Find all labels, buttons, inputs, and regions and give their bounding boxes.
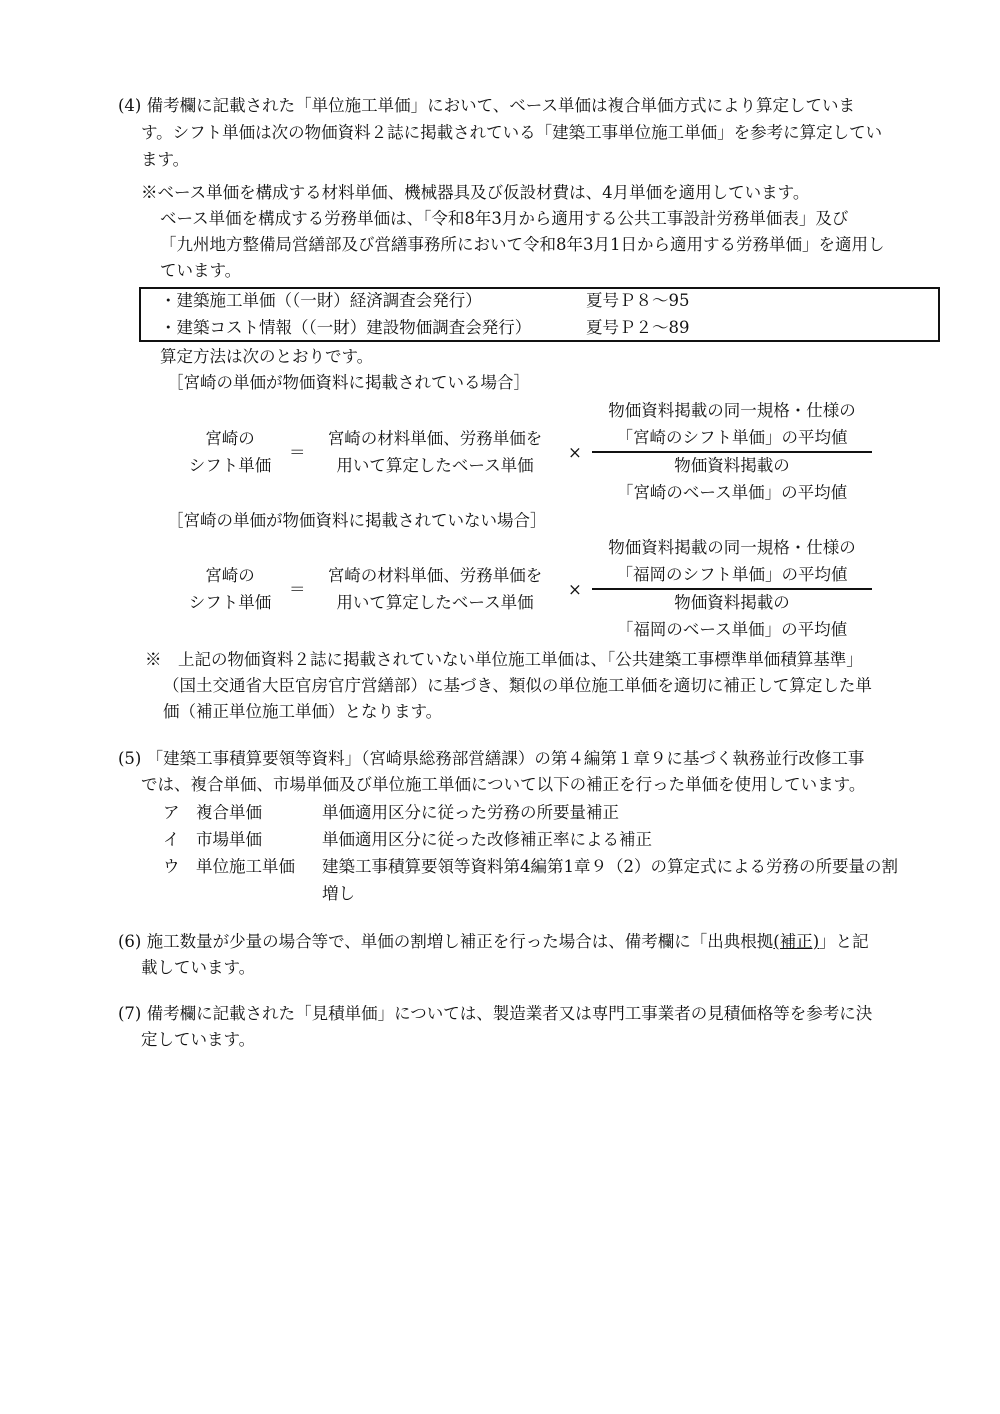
footnote-line3: 価（補正単位施工単価）となります。 bbox=[163, 702, 443, 721]
sec5-item-mark: ア bbox=[163, 803, 180, 822]
source-name: ・建築コスト情報（（一財）建設物価調査会発行） bbox=[160, 318, 532, 337]
source-ref: 夏号Ｐ８～95 bbox=[586, 291, 690, 310]
case2-heading: ［宮崎の単価が物価資料に掲載されていない場合］ bbox=[167, 511, 547, 530]
case1-denominator-line1: 物価資料掲載の bbox=[674, 456, 790, 475]
sec4-note-line1: ※ベース単価を構成する材料単価、機械器具及び仮設材費は、4月単価を適用しています。 bbox=[141, 183, 810, 202]
sec7-line1: (7) 備考欄に記載された「見積単価」については、製造業者又は専門工事業者の見積価格等を参考に決 bbox=[118, 1004, 873, 1023]
sec6-text-underlined: (補正) bbox=[773, 932, 820, 951]
sec5-item-term: 市場単価 bbox=[196, 830, 262, 849]
source-ref: 夏号Ｐ２～89 bbox=[586, 318, 690, 337]
case1-numerator-line1: 物価資料掲載の同一規格・仕様の bbox=[608, 401, 856, 420]
sec5-item-desc-cont: 増し bbox=[322, 884, 355, 903]
sec6-line1 bbox=[118, 929, 869, 955]
case2-denominator-line2: 「福岡のベース単価」の平均値 bbox=[616, 620, 848, 639]
sec6-text-post: 」と記 bbox=[819, 932, 869, 951]
case2-numerator-line1: 物価資料掲載の同一規格・仕様の bbox=[608, 538, 856, 557]
sec4-line2: す。シフト単価は次の物価資料２誌に掲載されている「建築工事単位施工単価」を参考に算定してい bbox=[141, 123, 883, 142]
case1-denominator-line2: 「宮崎のベース単価」の平均値 bbox=[616, 483, 848, 502]
case2-mid1: 宮崎の材料単価、労務単価を bbox=[327, 566, 543, 585]
sec7-line2: 定しています。 bbox=[141, 1030, 256, 1049]
case1-mid1: 宮崎の材料単価、労務単価を bbox=[327, 429, 543, 448]
case2-denominator-line1: 物価資料掲載の bbox=[674, 593, 790, 612]
case2-mid2: 用いて算定したベース単価 bbox=[336, 593, 534, 612]
sec4-note-line4: ています。 bbox=[160, 261, 242, 280]
case2-numerator-line2: 「福岡のシフト単価」の平均値 bbox=[616, 565, 848, 584]
sec6-line2: 載しています。 bbox=[141, 958, 256, 977]
sec4-line3: ます。 bbox=[141, 150, 190, 169]
sec6-text-pre: (6) 施工数量が少量の場合等で、単価の割増し補正を行った場合は、備考欄に「出典根拠 bbox=[118, 932, 774, 951]
sec4-note-line3: 「九州地方整備局営繕部及び営繕事務所において令和8年3月1日から適用する労務単価」を適用し bbox=[160, 235, 885, 254]
footnote-line2: （国土交通省大臣官房官庁営繕部）に基づき、類似の単位施工単価を適切に補正して算定した単 bbox=[163, 676, 872, 695]
sec5-item-desc: 単価適用区分に従った労務の所要量補正 bbox=[322, 803, 619, 822]
sec4-line1: (4) 備考欄に記載された「単位施工単価」において、ベース単価は複合単価方式により算定していま bbox=[118, 96, 855, 115]
case2-equals: ＝ bbox=[289, 580, 306, 599]
sec5-item-desc: 単価適用区分に従った改修補正率による補正 bbox=[322, 830, 652, 849]
case1-heading: ［宮崎の単価が物価資料に掲載されている場合］ bbox=[167, 373, 530, 392]
footnote-line1: ※ 上記の物価資料２誌に掲載されていない単位施工単価は、「公共建築工事標準単価積算基準」 bbox=[145, 650, 863, 669]
case1-mid2: 用いて算定したベース単価 bbox=[336, 456, 534, 475]
case1-left2: シフト単価 bbox=[188, 456, 272, 475]
sec4-note-line2: ベース単価を構成する労務単価は、「令和8年3月から適用する公共工事設計労務単価表」及び bbox=[160, 209, 849, 228]
sec5-item-term: 複合単価 bbox=[196, 803, 262, 822]
case1-left1: 宮崎の bbox=[205, 429, 255, 448]
method-intro: 算定方法は次のとおりです。 bbox=[160, 347, 374, 366]
case2-left2: シフト単価 bbox=[188, 593, 272, 612]
case1-times: × bbox=[568, 443, 582, 462]
case1-equals: ＝ bbox=[289, 443, 306, 462]
case2-times: × bbox=[568, 580, 582, 599]
case2-left1: 宮崎の bbox=[205, 566, 255, 585]
sec5-line2: では、複合単価、市場単価及び単位施工単価について以下の補正を行った単価を使用しています。 bbox=[141, 775, 866, 794]
case1-numerator-line2: 「宮崎のシフト単価」の平均値 bbox=[616, 428, 848, 447]
source-name: ・建築施工単価（（一財）経済調査会発行） bbox=[160, 291, 482, 310]
sec5-item-term: 単位施工単価 bbox=[196, 857, 295, 876]
sec5-line1: (5) 「建築工事積算要領等資料」（宮崎県総務部営繕課）の第４編第１章９に基づく執務並行改修工事 bbox=[118, 749, 865, 768]
sec5-item-mark: イ bbox=[163, 830, 180, 849]
sec5-item-mark: ウ bbox=[163, 857, 180, 876]
sec5-item-desc: 建築工事積算要領等資料第4編第1章９（2）の算定式による労務の所要量の割 bbox=[322, 857, 898, 876]
